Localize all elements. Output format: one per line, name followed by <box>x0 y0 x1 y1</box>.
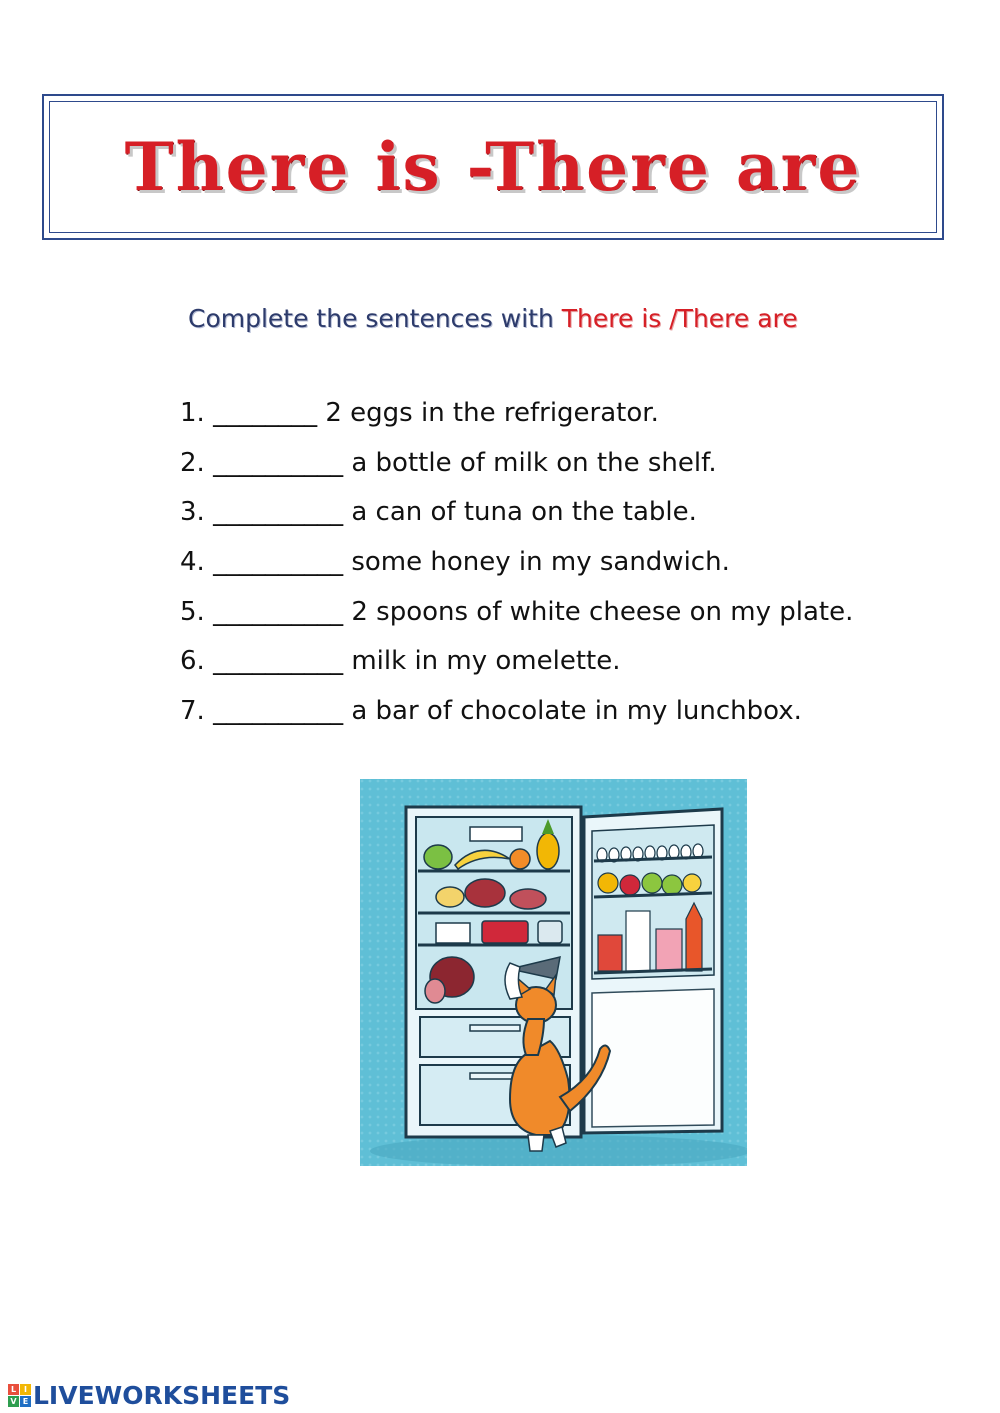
footer-brand <box>8 1381 290 1410</box>
sentence-list <box>180 393 853 741</box>
sentence-4 <box>180 542 853 592</box>
answer-blank[interactable]: __________ <box>213 497 344 528</box>
brand-name: LIVEWORKSHEETS <box>33 1381 291 1410</box>
liveworksheets-logo-icon <box>8 1384 31 1407</box>
answer-blank[interactable]: __________ <box>213 596 344 627</box>
sentence-text: a bottle of milk on the shelf. <box>351 447 717 478</box>
sentence-number: 2. <box>180 447 205 478</box>
sentence-text: a can of tuna on the table. <box>351 497 697 528</box>
sentence-number: 5. <box>180 596 205 627</box>
answer-blank[interactable]: ________ <box>213 398 318 428</box>
title-box-inner <box>49 101 937 233</box>
sentence-1 <box>180 393 853 443</box>
answer-blank[interactable]: __________ <box>213 696 344 727</box>
sentence-number: 3. <box>180 497 205 528</box>
logo-letter: L <box>8 1384 19 1395</box>
fridge-cat-illustration <box>360 779 747 1166</box>
instruction-highlight: There is /There are <box>561 304 798 333</box>
sentence-number: 4. <box>180 547 205 578</box>
logo-letter: I <box>20 1384 31 1395</box>
sentence-2 <box>180 443 853 493</box>
sentence-number: 7. <box>180 696 205 727</box>
page-title: There is -There are <box>124 128 862 206</box>
answer-blank[interactable]: __________ <box>213 547 344 578</box>
sentence-7 <box>180 691 853 741</box>
sentence-6 <box>180 641 853 691</box>
sentence-number: 6. <box>180 646 205 677</box>
logo-letter: E <box>20 1396 31 1407</box>
title-box <box>42 94 944 240</box>
sentence-text: some honey in my sandwich. <box>351 547 730 578</box>
logo-letter: V <box>8 1396 19 1407</box>
sentence-text: 2 spoons of white cheese on my plate. <box>351 596 854 627</box>
answer-blank[interactable]: __________ <box>213 447 344 478</box>
sentence-text: 2 eggs in the refrigerator. <box>325 398 659 428</box>
sentence-number: 1. <box>180 398 205 428</box>
sentence-5 <box>180 592 853 642</box>
instruction-prefix: Complete the sentences with <box>188 304 562 333</box>
sentence-3 <box>180 492 853 542</box>
sentence-text: milk in my omelette. <box>351 646 621 677</box>
instruction <box>188 304 798 333</box>
sentence-text: a bar of chocolate in my lunchbox. <box>351 696 802 727</box>
refrigerator-door <box>584 809 722 1133</box>
answer-blank[interactable]: __________ <box>213 646 344 677</box>
